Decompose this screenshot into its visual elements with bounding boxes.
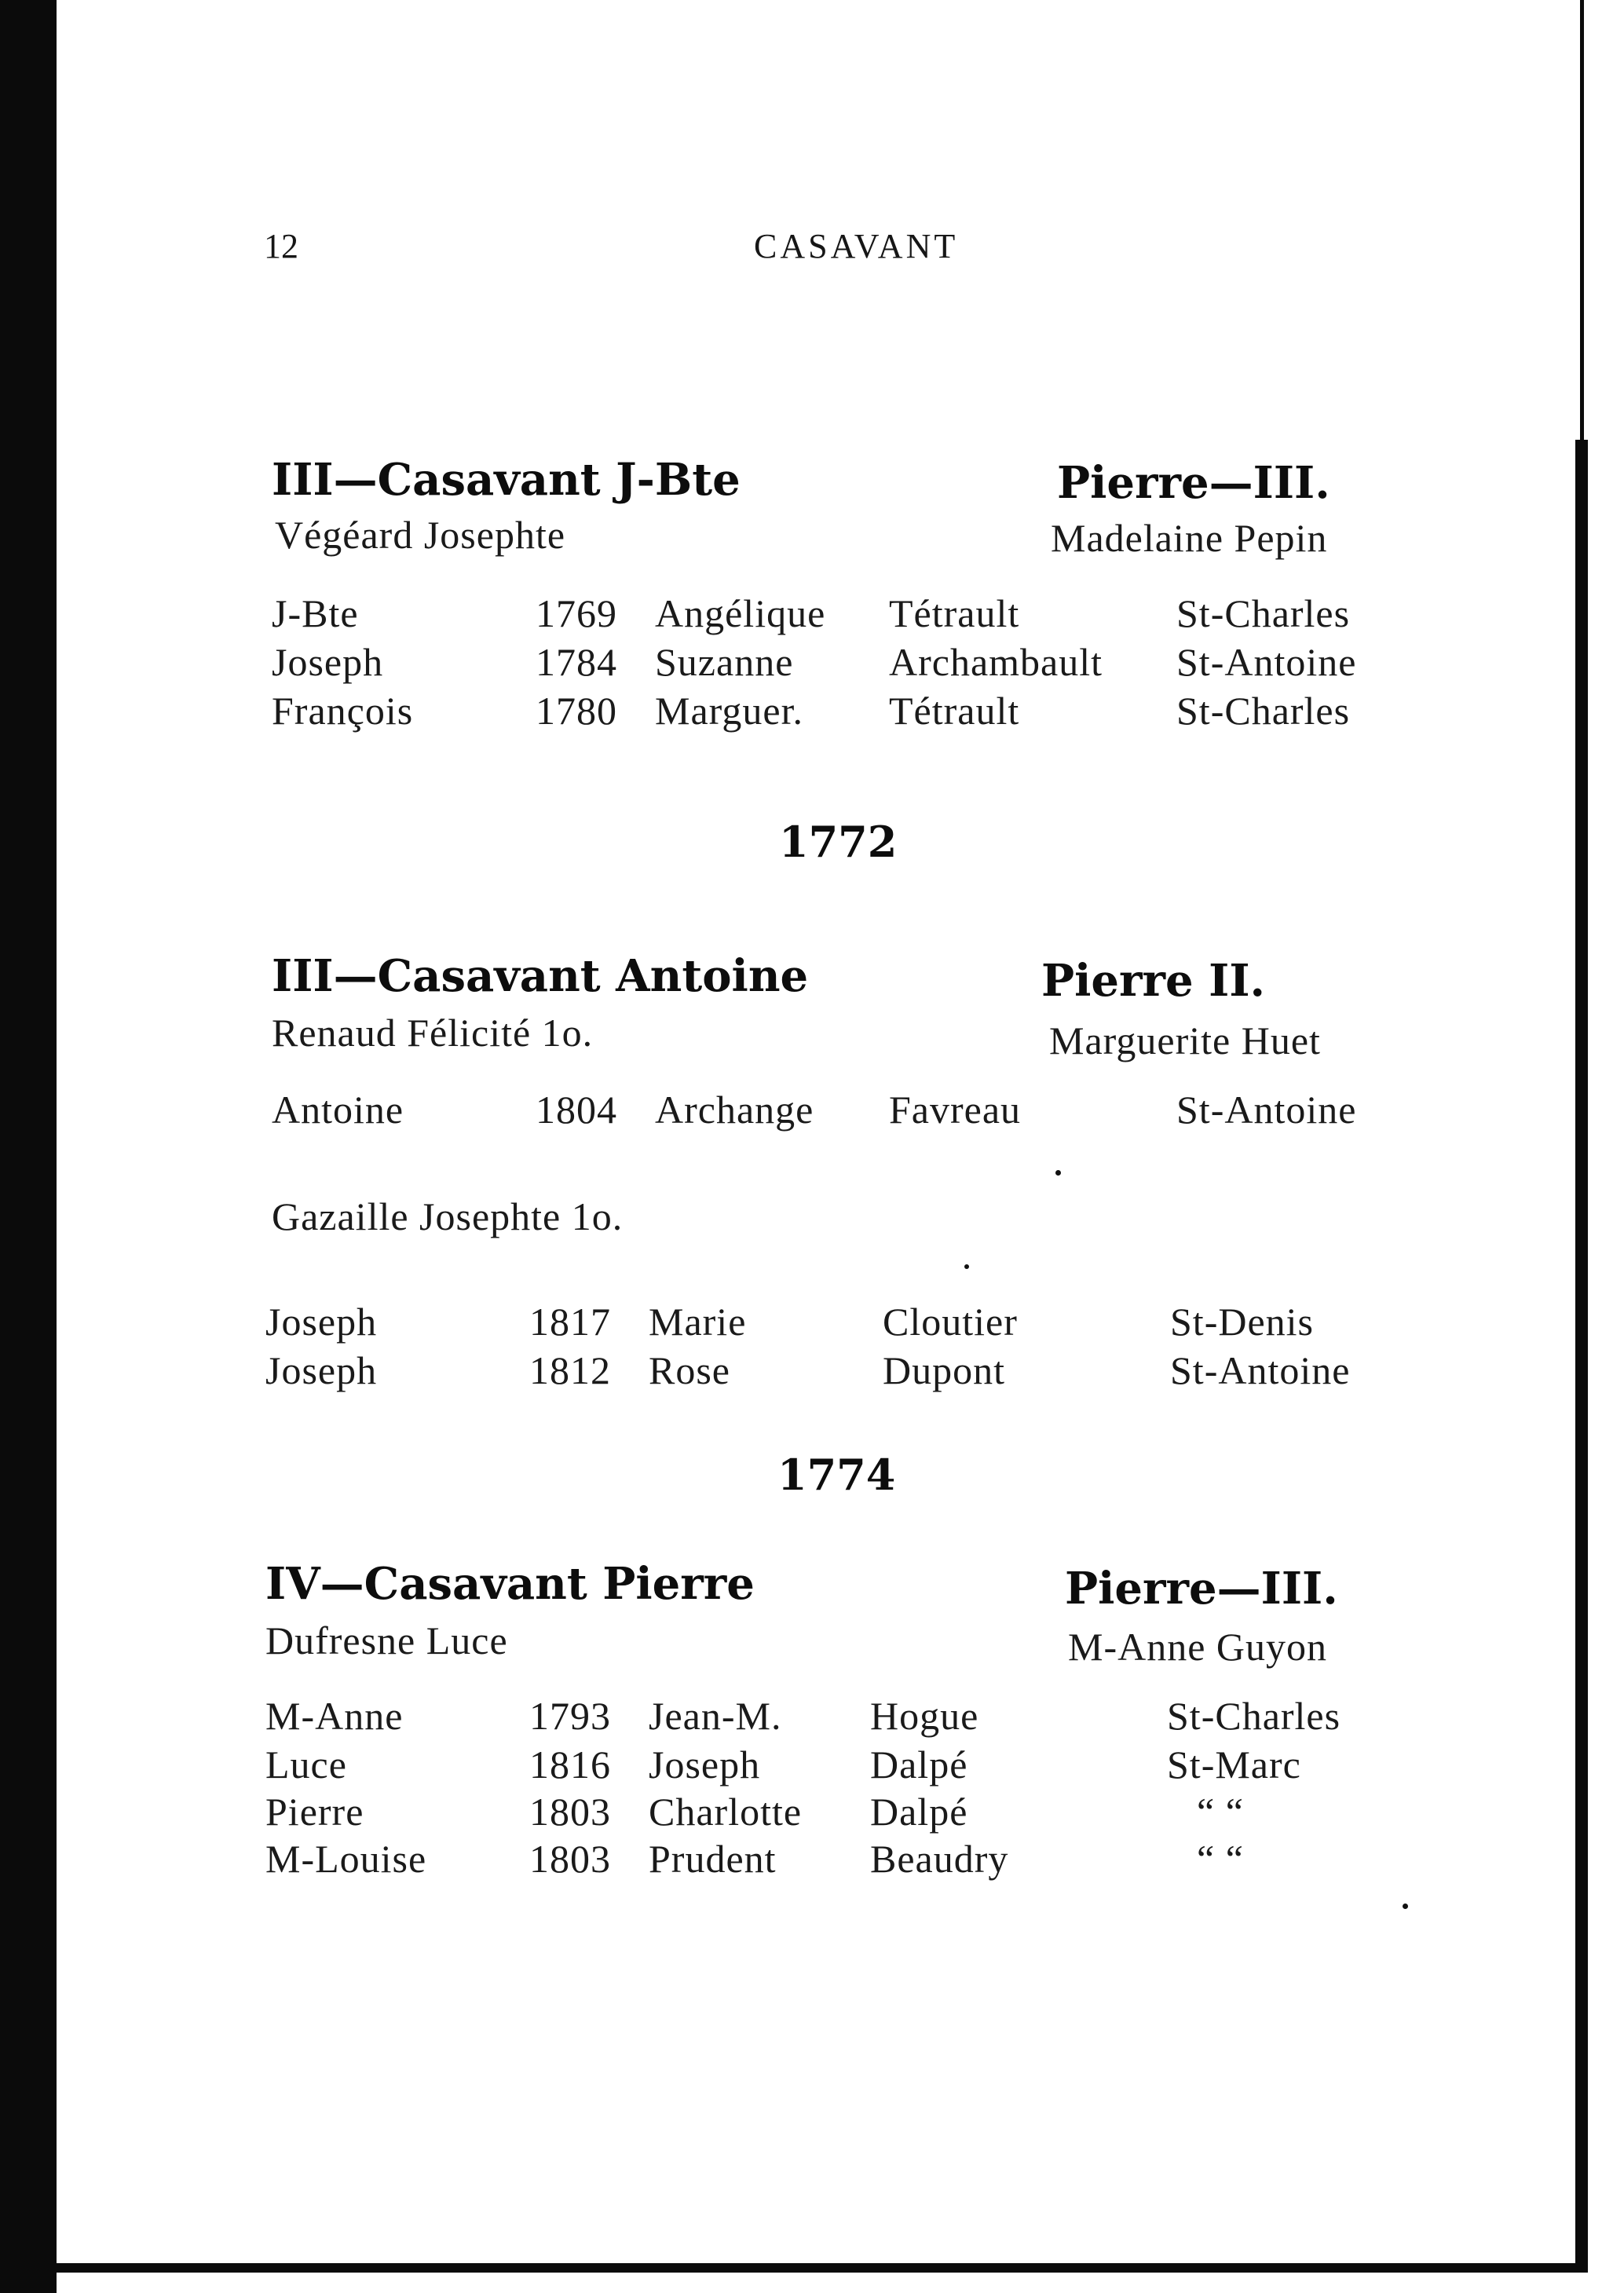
marriage-year: 1804 <box>536 1088 617 1132</box>
child-name: Pierre <box>265 1790 364 1834</box>
spouse-first-name: Archange <box>655 1088 814 1132</box>
marriage-year: 1769 <box>536 591 617 635</box>
child-name: Antoine <box>272 1088 404 1132</box>
parish: St-Denis <box>1170 1300 1314 1344</box>
child-name: M-Louise <box>265 1837 427 1881</box>
page-title: CASAVANT <box>754 227 959 265</box>
block-1-spouse: Végéard Josephte <box>275 513 566 557</box>
marriage-year: 1803 <box>529 1837 611 1881</box>
spouse-last-name: Tétrault <box>889 591 1020 635</box>
right-scan-edge <box>1575 440 1588 2269</box>
spouse-first-name: Charlotte <box>649 1790 803 1834</box>
spouse-first-name: Jean-M. <box>649 1694 782 1738</box>
marriage-year: 1780 <box>536 689 617 733</box>
child-name: Luce <box>265 1743 347 1786</box>
spouse-first-name: Joseph <box>649 1743 761 1786</box>
marriage-year: 1793 <box>529 1694 611 1738</box>
parish: St-Antoine <box>1176 1088 1357 1132</box>
parish: St-Charles <box>1167 1694 1341 1738</box>
spouse-last-name: Favreau <box>889 1088 1022 1132</box>
marriage-year: 1784 <box>536 640 617 684</box>
spouse-first-name: Marguer. <box>655 689 803 733</box>
spouse-last-name: Dalpé <box>870 1743 968 1786</box>
spouse-last-name: Dalpé <box>870 1790 968 1834</box>
marriage-year: 1812 <box>529 1348 611 1392</box>
spouse-first-name: Prudent <box>649 1837 777 1881</box>
bottom-scan-edge <box>0 2263 1588 2273</box>
block-2-spouse: Renaud Félicité 1o. <box>272 1011 594 1055</box>
block-2-second-spouse: Gazaille Josephte 1o. <box>272 1194 624 1238</box>
parish: St-Charles <box>1176 591 1351 635</box>
spouse-first-name: Rose <box>649 1348 730 1392</box>
block-1-title: III—Casavant J-Bte <box>272 454 741 506</box>
child-name: François <box>272 689 414 733</box>
spouse-first-name: Suzanne <box>655 640 794 684</box>
spouse-last-name: Tétrault <box>889 689 1020 733</box>
section-year: 1772 <box>779 817 898 867</box>
spouse-first-name: Angélique <box>655 591 826 635</box>
block-1-mother: Madelaine Pepin <box>1051 516 1328 560</box>
parish: St-Antoine <box>1176 640 1357 684</box>
block-3-mother: M-Anne Guyon <box>1068 1625 1328 1669</box>
block-3-title: IV—Casavant Pierre <box>265 1558 755 1610</box>
parish: St-Charles <box>1176 689 1351 733</box>
spouse-last-name: Hogue <box>870 1694 979 1738</box>
child-name: M-Anne <box>265 1694 404 1738</box>
ink-speck <box>1055 1170 1061 1176</box>
spouse-last-name: Dupont <box>883 1348 1005 1392</box>
marriage-year: 1817 <box>529 1300 611 1344</box>
child-name: Joseph <box>265 1348 378 1392</box>
parish: St-Marc <box>1167 1743 1301 1786</box>
spouse-last-name: Cloutier <box>883 1300 1018 1344</box>
block-3-father: Pierre—III. <box>1065 1563 1338 1615</box>
spouse-last-name: Archambault <box>889 640 1103 684</box>
marriage-year: 1803 <box>529 1790 611 1834</box>
ink-speck <box>964 1264 969 1269</box>
spouse-first-name: Marie <box>649 1300 747 1344</box>
page-number: 12 <box>264 227 298 265</box>
child-name: Joseph <box>265 1300 378 1344</box>
block-1-father: Pierre—III. <box>1057 457 1330 509</box>
spouse-last-name: Beaudry <box>870 1837 1009 1881</box>
left-scan-edge <box>0 0 57 2293</box>
ink-speck <box>1403 1904 1408 1909</box>
parish: St-Antoine <box>1170 1348 1351 1392</box>
section-year: 1774 <box>777 1450 896 1500</box>
child-name: J-Bte <box>272 591 359 635</box>
block-2-father: Pierre II. <box>1041 955 1266 1007</box>
ditto-mark: “ “ <box>1197 1837 1244 1881</box>
right-scan-edge-thin <box>1580 0 1584 440</box>
block-3-spouse: Dufresne Luce <box>265 1618 508 1662</box>
ditto-mark: “ “ <box>1197 1790 1244 1834</box>
block-2-mother: Marguerite Huet <box>1049 1019 1321 1062</box>
marriage-year: 1816 <box>529 1743 611 1786</box>
block-2-title: III—Casavant Antoine <box>272 950 809 1002</box>
child-name: Joseph <box>272 640 384 684</box>
